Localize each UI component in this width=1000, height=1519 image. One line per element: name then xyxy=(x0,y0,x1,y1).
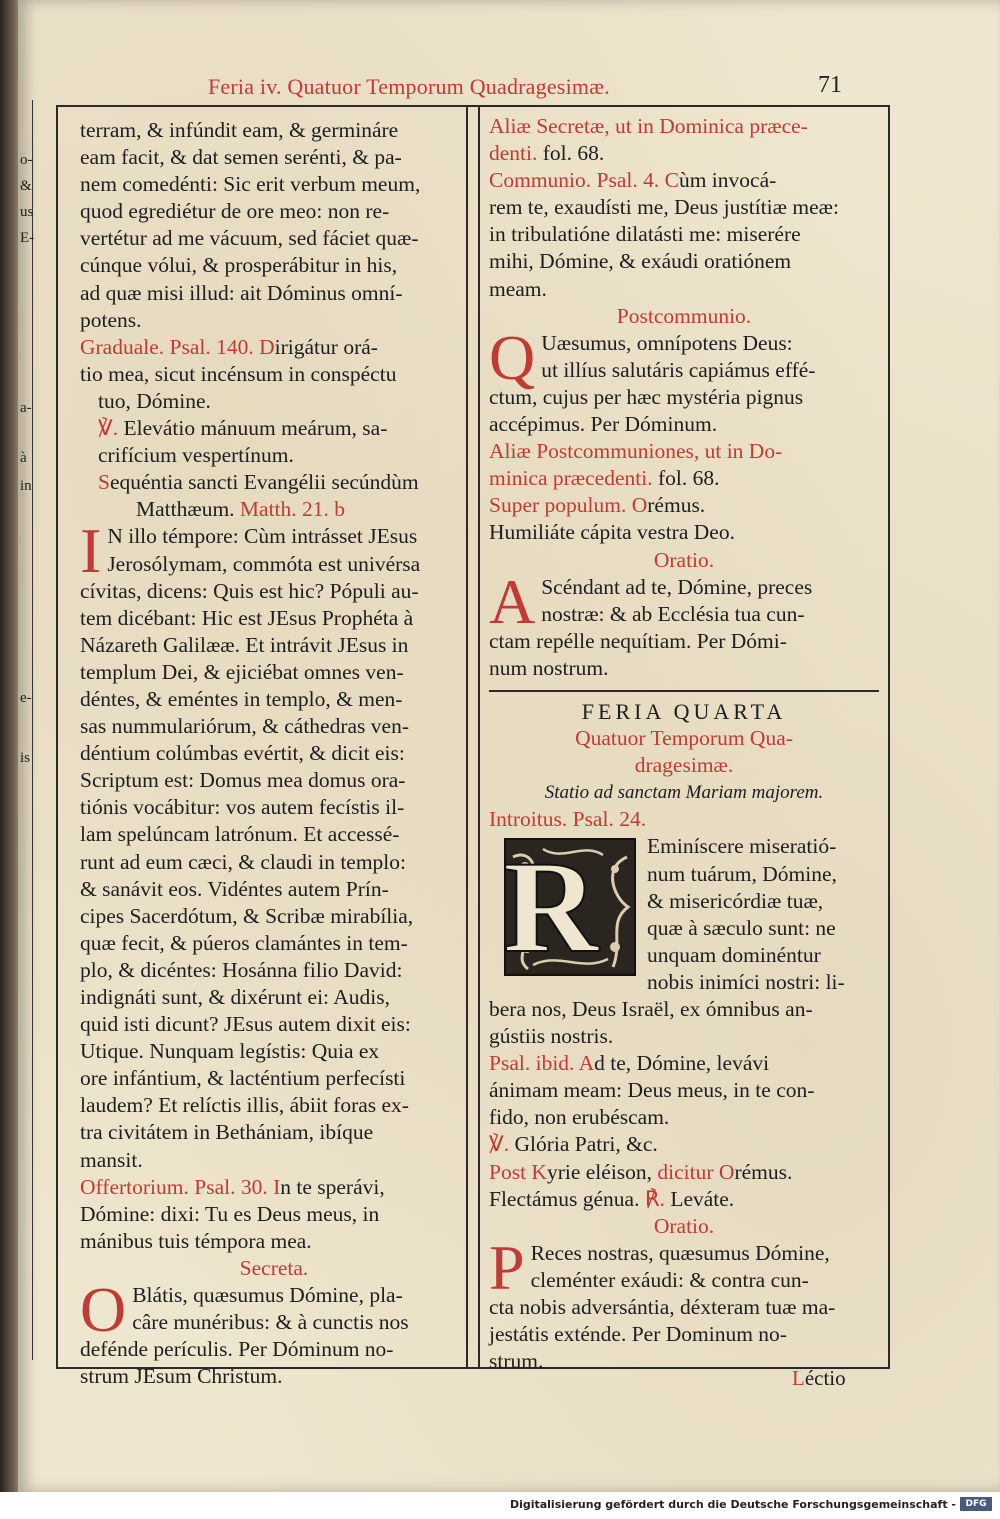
rubric-text: Introitus. Psal. 24. xyxy=(489,807,647,832)
strip-text: o- xyxy=(20,152,33,168)
body-text: quæ à sæculo sunt: ne xyxy=(647,915,836,940)
body-text: yrie eléison, xyxy=(546,1159,653,1184)
station-note: Statio ad sanctam Mariam majorem. xyxy=(544,782,824,804)
text-line xyxy=(489,1131,879,1158)
text-line xyxy=(489,519,879,546)
rubric-text: Aliæ Postcommuniones, ut in Do- xyxy=(489,439,783,464)
text-line xyxy=(80,307,468,334)
drop-initial: Q xyxy=(489,321,536,393)
text-line xyxy=(489,996,879,1023)
body-text: quid isti dicunt? JEsus autem dixit eis: xyxy=(80,1012,411,1037)
body-text: cúnque vólui, & prosperábitur in his, xyxy=(80,253,398,278)
body-text: ad quæ misi illud: ait Dóminus omní- xyxy=(80,280,403,305)
right-column xyxy=(489,113,879,1375)
text-line xyxy=(80,225,468,252)
body-text: Scéndant ad te, Dómine, preces xyxy=(541,574,813,599)
rubric-text: Psal. ibid. A xyxy=(489,1051,595,1076)
rubric-text: Super populum. O xyxy=(489,493,648,518)
text-line xyxy=(80,821,468,848)
rubric-text: Offertorium. Psal. 30. I xyxy=(80,1174,281,1199)
text-line xyxy=(489,806,879,833)
body-text: strum JEsum Christum. xyxy=(80,1364,283,1389)
body-text: tiónis vocábitur: vos autem fecístis il- xyxy=(80,795,405,820)
rubric-text: Graduale. Psal. 140. D xyxy=(80,334,275,359)
text-line xyxy=(80,1309,468,1336)
body-text: quod egrediétur de ore meo: non re- xyxy=(80,199,390,224)
rubric-title: dragesimæ. xyxy=(634,753,734,778)
text-line xyxy=(80,903,468,930)
text-line xyxy=(80,957,468,984)
body-text: quæ fecit, & púeros clamántes in tem- xyxy=(80,930,408,955)
text-line xyxy=(80,740,468,767)
body-text: fol. 68. xyxy=(652,466,720,491)
drop-initial: P xyxy=(489,1231,525,1303)
text-line xyxy=(489,547,879,574)
page-number: 71 xyxy=(818,72,842,98)
body-text: defénde perículis. Per Dóminum no- xyxy=(80,1337,394,1362)
text-line xyxy=(80,767,468,794)
text-line xyxy=(80,659,468,686)
body-text: Glória Patri, &c. xyxy=(509,1132,658,1157)
body-text: irigátur orá- xyxy=(274,334,378,359)
text-line xyxy=(80,1336,468,1363)
body-text: mánibus tuis témpora mea. xyxy=(80,1228,312,1253)
strip-text: e- xyxy=(20,690,32,706)
text-line xyxy=(489,248,879,275)
text-line xyxy=(489,1213,879,1240)
body-text: Elevátio mánuum meárum, sa- xyxy=(118,416,388,441)
text-line xyxy=(80,1092,468,1119)
footer-bar xyxy=(0,1492,1000,1519)
text-line xyxy=(80,198,468,225)
body-text: câre munéribus: & à cunctis nos xyxy=(132,1310,409,1335)
strip-text: us xyxy=(20,204,34,220)
text-line xyxy=(80,984,468,1011)
body-text: equéntia sancti Evangélii secúndùm xyxy=(109,470,419,495)
body-text: bera nos, Deus Israël, ex ómnibus an- xyxy=(489,997,813,1021)
text-line xyxy=(80,496,468,523)
text-line xyxy=(80,415,468,442)
body-text: nem comedénti: Sic erit verbum meum, xyxy=(80,172,421,197)
text-line xyxy=(489,698,879,725)
text-line xyxy=(489,167,879,194)
body-text: ánimam meam: Deus meus, in te con- xyxy=(489,1078,815,1103)
text-line xyxy=(80,1119,468,1146)
text-line xyxy=(489,601,879,628)
body-text: meam. xyxy=(489,276,547,301)
body-text: N illo témpore: Cùm intrásset JEsus xyxy=(107,524,418,549)
text-line xyxy=(80,442,468,469)
ornamental-initial-r xyxy=(503,833,637,981)
text-line xyxy=(489,276,879,303)
text-line xyxy=(489,1023,879,1050)
body-text: rémus. xyxy=(734,1159,793,1184)
rubric-text: Post K xyxy=(489,1159,547,1184)
text-line xyxy=(80,1201,468,1228)
body-text: & sanávit eos. Vidéntes autem Prín- xyxy=(80,876,389,901)
text-line xyxy=(80,551,468,578)
rubric-title: Oratio. xyxy=(653,547,715,572)
drop-initial: O xyxy=(80,1274,127,1346)
body-text: déntes, & eméntes in templo, & men- xyxy=(80,686,403,711)
text-line xyxy=(80,1174,468,1201)
body-text: Matthæum. xyxy=(136,497,235,522)
text-line xyxy=(489,303,879,330)
text-line xyxy=(80,1065,468,1092)
body-text: & misericórdiæ tuæ, xyxy=(647,888,824,913)
text-line xyxy=(80,876,468,903)
strip-text: in xyxy=(20,478,32,494)
body-text: num nostrum. xyxy=(489,655,609,680)
text-line xyxy=(489,1267,879,1294)
body-text: Názareth Galilææ. Et intrávit JEsus in xyxy=(80,632,409,657)
section-rule xyxy=(489,690,879,692)
body-text: Humiliáte cápita vestra Deo. xyxy=(489,520,735,545)
body-text: rem te, exaudísti me, Deus justítiæ meæ: xyxy=(489,195,839,220)
body-text: tuo, Dómine. xyxy=(98,388,211,413)
text-line xyxy=(489,725,879,752)
text-line xyxy=(80,361,468,388)
text-line xyxy=(489,384,879,411)
body-text: plo, & dicéntes: Hosánna filio David: xyxy=(80,957,403,982)
text-line xyxy=(489,779,879,806)
body-text: mansit. xyxy=(80,1147,143,1172)
text-line xyxy=(80,334,468,361)
text-line xyxy=(80,686,468,713)
body-text: déntium colúmbas evértit, & dicit eis: xyxy=(80,741,405,766)
rubric-text: Communio. Psal. 4. C xyxy=(489,168,679,193)
catchword-initial: L xyxy=(792,1366,805,1390)
text-line xyxy=(80,605,468,632)
body-text: in tribulatióne dilatásti me: miserére xyxy=(489,222,801,247)
text-line xyxy=(80,794,468,821)
rubric-title: Postcommunio. xyxy=(616,303,752,328)
text-line xyxy=(489,1077,879,1104)
text-line xyxy=(80,1228,468,1255)
rubric-text: minica præcedenti. xyxy=(489,466,653,491)
text-line xyxy=(489,438,879,465)
body-text: fol. 68. xyxy=(537,141,605,166)
text-line xyxy=(489,628,879,655)
text-line xyxy=(489,752,879,779)
body-text: Jerosólymam, commóta est univérsa xyxy=(107,551,421,576)
body-text: templum Dei, & ejiciébat omnes ven- xyxy=(80,659,404,684)
body-text: ùm invocá- xyxy=(678,168,777,193)
text-line xyxy=(489,113,879,140)
text-line xyxy=(80,578,468,605)
body-text: n te sperávi, xyxy=(280,1174,385,1199)
body-text: fido, non erubéscam. xyxy=(489,1105,670,1130)
text-line xyxy=(489,140,879,167)
strip-text: E- xyxy=(20,230,35,246)
body-text: runt ad eum cæci, & claudi in templo: xyxy=(80,849,407,874)
body-text: nobis inimíci nostri: li- xyxy=(647,969,845,994)
body-text: potens. xyxy=(80,307,142,332)
rubric-title: Secreta. xyxy=(239,1255,309,1280)
body-text: tem dicébant: Hic est JEsus Prophéta à xyxy=(80,605,414,630)
rubric-text: S xyxy=(98,470,110,495)
body-text: jestátis exténde. Per Dominum no- xyxy=(489,1322,787,1347)
body-text: sas nummulariórum, & cáthedras ven- xyxy=(80,714,409,739)
section-heading: FERIA QUARTA xyxy=(581,698,787,724)
text-line xyxy=(489,655,879,682)
body-text: d te, Dómine, levávi xyxy=(594,1051,770,1076)
body-text: Blátis, quæsumus Dómine, pla- xyxy=(132,1283,403,1308)
body-text: Eminíscere miseratió- xyxy=(647,834,837,859)
left-column xyxy=(80,117,468,1390)
text-line xyxy=(489,465,879,492)
rubric-title: Oratio. xyxy=(653,1213,715,1238)
body-text: eam facit, & dat semen serénti, & pa- xyxy=(80,145,402,170)
dfg-logo: DFG xyxy=(960,1497,992,1511)
body-text: Dómine: dixi: Tu es Deus meus, in xyxy=(80,1201,380,1226)
text-line xyxy=(489,1050,879,1077)
catchword-rest: éctio xyxy=(804,1366,846,1390)
rubric-text: Aliæ Secretæ, ut in Dominica præce- xyxy=(489,114,808,138)
text-line xyxy=(489,411,879,438)
text-line xyxy=(80,1147,468,1174)
body-text: accépimus. Per Dóminum. xyxy=(489,412,718,437)
body-text: cívitas, dicens: Quis est hic? Pópuli au- xyxy=(80,578,419,603)
text-line xyxy=(80,171,468,198)
body-text: strum. xyxy=(489,1349,544,1374)
body-text: num tuárum, Dómine, xyxy=(647,861,837,886)
text-line xyxy=(80,930,468,957)
strip-text: & xyxy=(20,178,32,194)
catchword xyxy=(792,1366,846,1391)
body-text: terram, & infúndit eam, & germináre xyxy=(80,118,399,142)
strip-text: a- xyxy=(20,400,32,416)
body-text: nostræ: & ab Ecclésia tua cun- xyxy=(541,601,805,626)
body-text: tio mea, sicut incénsum in conspéctu xyxy=(80,361,397,386)
body-text: vertétur ad me vácuum, sed fáciet quæ- xyxy=(80,226,419,251)
rubric-title: Quatuor Temporum Qua- xyxy=(575,726,793,751)
text-line xyxy=(489,357,879,384)
rubric-text: ℟. xyxy=(639,1186,665,1211)
body-text: laudem? Et relíctis illis, ábiit foras ex- xyxy=(80,1093,409,1118)
body-text: tra civitátem in Bethániam, ibíque xyxy=(80,1120,374,1145)
text-line xyxy=(80,280,468,307)
column-separator xyxy=(466,105,480,1369)
funding-notice: Digitalisierung gefördert durch die Deutsche Forschungsgemeinschaft - xyxy=(509,1498,956,1511)
strip-text: à xyxy=(20,450,27,466)
body-text: ore infántium, & lacténtium perfecísti xyxy=(80,1066,406,1091)
text-line xyxy=(80,1363,468,1390)
body-text: Leváte. xyxy=(664,1186,735,1211)
body-text: Flectámus génua. xyxy=(489,1186,640,1211)
body-text: crifícium vespertínum. xyxy=(98,443,294,468)
rubric-text: Matth. 21. b xyxy=(234,497,346,522)
rubric-text: ℣. xyxy=(489,1132,510,1157)
running-header: Feria iv. Quatuor Temporum Quadragesimæ. xyxy=(208,74,610,99)
text-line xyxy=(80,849,468,876)
strip-text: is xyxy=(20,750,31,766)
text-line xyxy=(489,1104,879,1131)
body-text: Scriptum est: Domus mea domus ora- xyxy=(80,768,406,793)
body-text: Utique. Nunquam legístis: Quia ex xyxy=(80,1039,380,1064)
body-text: cta nobis adversántia, déxteram tuæ ma- xyxy=(489,1295,836,1320)
body-text: ctum, cujus per hæc mystéria pignus xyxy=(489,384,804,409)
body-text: mihi, Dómine, & exáudi oratiónem xyxy=(489,249,792,274)
text-line xyxy=(489,1294,879,1321)
body-text: Reces nostras, quæsumus Dómine, xyxy=(530,1240,830,1265)
text-line xyxy=(80,713,468,740)
rubric-text: dicitur O xyxy=(652,1159,735,1184)
body-text: Uæsumus, omnípotens Deus: xyxy=(541,330,793,355)
text-line xyxy=(80,1038,468,1065)
body-text: lam spelúncam latrónum. Et accessé- xyxy=(80,822,400,847)
drop-initial: A xyxy=(489,565,536,637)
body-text: cipes Sacerdótum, & Scribæ mirabília, xyxy=(80,903,414,928)
drop-initial: I xyxy=(80,515,102,587)
text-line xyxy=(489,1186,879,1213)
text-line xyxy=(489,492,879,519)
rubric-text: ℣. xyxy=(98,416,119,441)
text-line xyxy=(489,221,879,248)
text-line xyxy=(80,1011,468,1038)
text-line xyxy=(80,632,468,659)
text-line xyxy=(80,1255,468,1282)
text-line xyxy=(80,469,468,496)
body-text: rémus. xyxy=(647,493,706,518)
ornamental-letter: R xyxy=(503,833,599,981)
body-text: cleménter exáudi: & contra cun- xyxy=(530,1267,809,1292)
text-line xyxy=(489,1321,879,1348)
rubric-text: denti. xyxy=(489,141,538,166)
text-line xyxy=(489,194,879,221)
body-text: indignáti sunt, & dixérunt ei: Audis, xyxy=(80,985,390,1009)
body-text: ctam repélle nequítiam. Per Dómi- xyxy=(489,628,787,653)
body-text: ut illíus salutáris capiámus effé- xyxy=(541,357,816,382)
adjacent-page-strip xyxy=(18,100,33,1360)
body-text: unquam dominéntur xyxy=(647,942,821,967)
text-line xyxy=(80,144,468,171)
text-line xyxy=(80,252,468,279)
text-line xyxy=(489,1159,879,1186)
body-text: gústiis nostris. xyxy=(489,1024,614,1049)
text-line xyxy=(80,117,468,144)
text-line xyxy=(80,388,468,415)
